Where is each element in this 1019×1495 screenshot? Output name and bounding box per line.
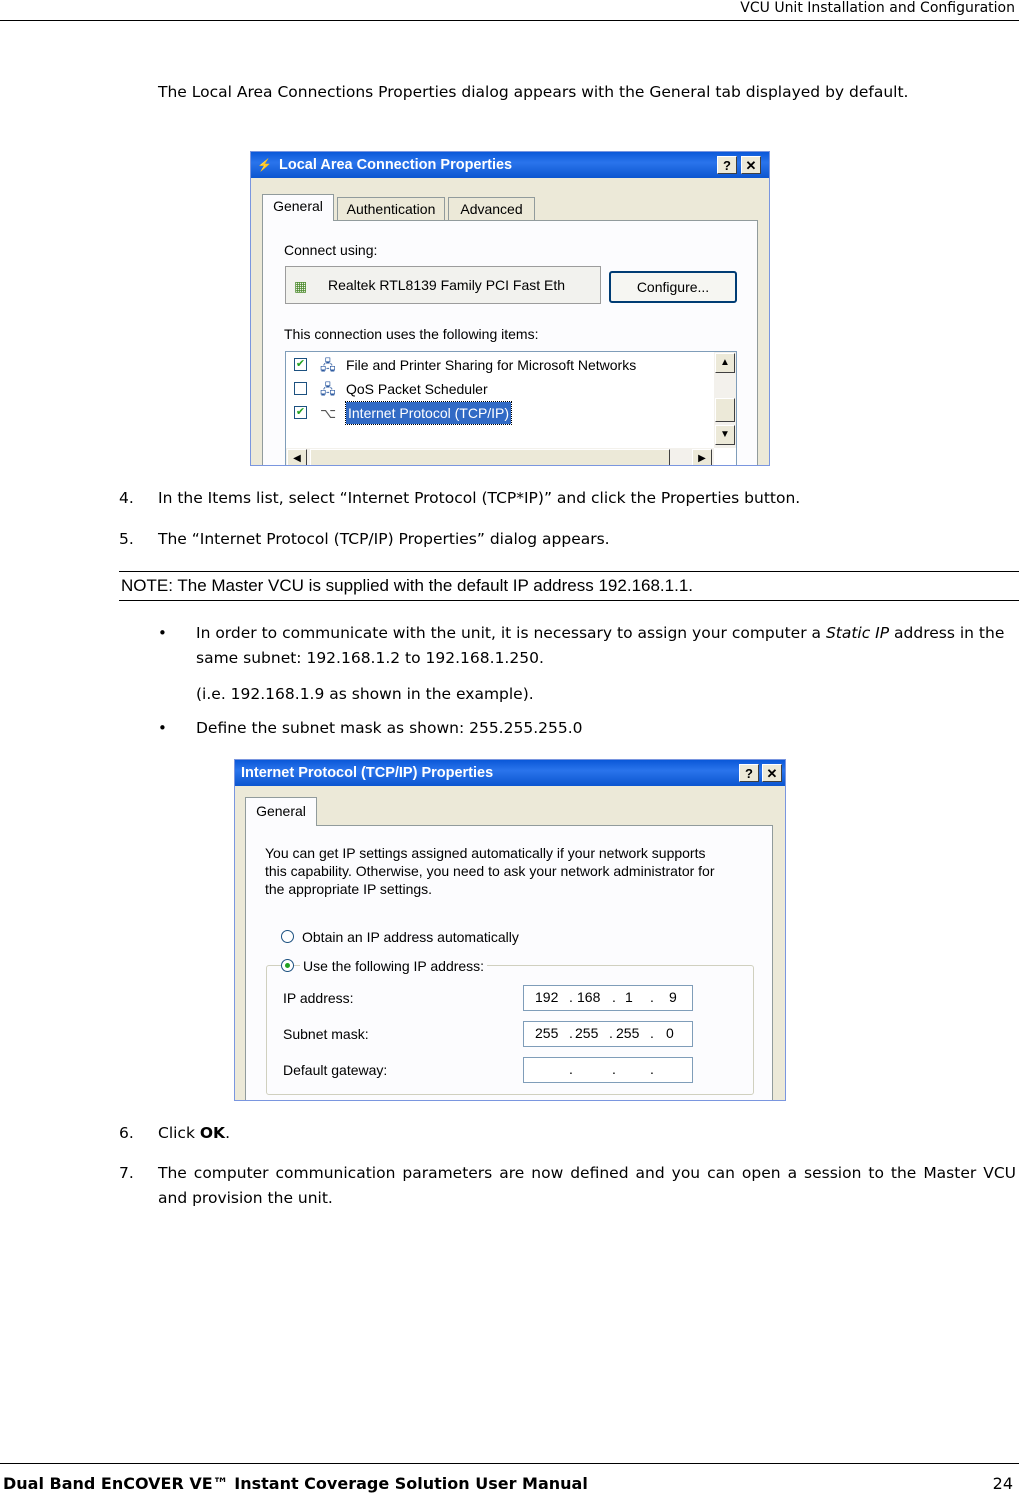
subnet-mask-input[interactable]	[523, 1021, 693, 1047]
page-footer	[0, 1463, 1019, 1495]
ip-octet: 1	[625, 989, 633, 1005]
mask-dot: .	[609, 1025, 613, 1041]
step-number: 6.	[119, 1124, 134, 1142]
ok-emphasis: OK	[199, 1124, 226, 1142]
item-checkbox[interactable]: ✔	[295, 358, 306, 370]
step-text-post: .	[225, 1124, 230, 1142]
scroll-left-icon[interactable]: ◀	[287, 449, 307, 466]
ip-dot: .	[612, 989, 616, 1005]
item-checkbox[interactable]	[294, 382, 307, 395]
page-number: 24	[992, 1474, 1013, 1493]
mask-dot: .	[650, 1025, 654, 1041]
ip-address-label: IP address:	[283, 990, 354, 1006]
bullet-subtext: (i.e. 192.168.1.9 as shown in the example).	[196, 685, 534, 703]
subnet-mask-label: Subnet mask:	[283, 1026, 369, 1042]
bullet-text-pre: In order to communicate with the unit, it is necessary to assign your computer a	[196, 624, 826, 642]
note-box: NOTE: The Master VCU is supplied with the default IP address 192.168.1.1.	[119, 571, 1019, 601]
info-text-line: this capability. Otherwise, you need to ask your network administrator for	[265, 863, 715, 879]
lan-properties-dialog	[250, 151, 770, 466]
list-item[interactable]	[290, 402, 710, 424]
step-text: In the Items list, select “Internet Protocol (TCP*IP)” and click the Properties button.	[158, 489, 801, 507]
scroll-h-thumb[interactable]	[310, 449, 670, 466]
info-text-line: You can get IP settings assigned automatically if your network supports	[265, 845, 706, 861]
tab-authentication[interactable]: Authentication	[337, 197, 445, 221]
header-title: VCU Unit Installation and Configuration	[740, 0, 1015, 16]
ip-dot: .	[569, 989, 573, 1005]
mask-octet: 0	[666, 1025, 674, 1041]
dialog-title: Local Area Connection Properties	[279, 157, 513, 173]
help-button[interactable]: ?	[717, 156, 737, 174]
adapter-name: Realtek RTL8139 Family PCI Fast Eth	[328, 277, 566, 293]
network-share-icon: 🖧	[320, 357, 336, 373]
mask-dot: .	[569, 1025, 573, 1041]
tab-general[interactable]: General	[245, 797, 317, 826]
default-gateway-input[interactable]	[523, 1057, 693, 1083]
vertical-scrollbar[interactable]	[714, 352, 736, 448]
mask-octet: 255	[575, 1025, 599, 1041]
step-text: The computer communication parameters are now defined and you can open a session to the Master VCU and provision the unit.	[158, 1164, 1016, 1207]
dialog-titlebar	[251, 152, 769, 178]
ip-dot: .	[650, 989, 654, 1005]
step-text: The “Internet Protocol (TCP/IP) Properties” dialog appears.	[158, 530, 610, 548]
radio-use-following[interactable]	[281, 959, 294, 972]
intro-paragraph: The Local Area Connections Properties dialog appears with the General tab displayed by default.	[158, 83, 909, 101]
default-gateway-label: Default gateway:	[283, 1062, 388, 1078]
step-number: 4.	[119, 489, 134, 507]
gateway-dot: .	[612, 1061, 616, 1077]
connect-using-label: Connect using:	[284, 242, 378, 258]
items-list[interactable]	[285, 351, 737, 466]
items-label: This connection uses the following items:	[284, 326, 539, 342]
general-tab-panel	[262, 220, 758, 466]
ip-address-input[interactable]	[523, 985, 693, 1011]
qos-icon: 🖧	[320, 381, 336, 397]
mask-octet: 255	[535, 1025, 559, 1041]
gateway-dot: .	[569, 1061, 573, 1077]
radio-manual-label: Use the following IP address:	[300, 957, 487, 975]
static-ip-emphasis: Static IP	[825, 624, 890, 642]
nic-icon: ▦	[294, 278, 308, 294]
ip-octet: 192	[535, 989, 559, 1005]
dialog-title: Internet Protocol (TCP/IP) Properties	[241, 765, 494, 781]
dialog-titlebar	[235, 760, 785, 786]
scroll-down-icon[interactable]: ▼	[715, 425, 735, 445]
tab-general[interactable]: General	[262, 194, 334, 221]
radio-auto-label: Obtain an IP address automatically	[302, 929, 519, 945]
scroll-right-icon[interactable]: ▶	[692, 449, 712, 466]
item-label: QoS Packet Scheduler	[346, 381, 488, 397]
list-item[interactable]	[290, 354, 710, 376]
bullet-icon: •	[158, 719, 167, 737]
configure-button[interactable]	[609, 271, 737, 303]
gateway-dot: .	[650, 1061, 654, 1077]
configure-label: Configure...	[636, 279, 710, 295]
step-number: 7.	[119, 1164, 134, 1182]
footer-title: Dual Band EnCOVER VE™ Instant Coverage Solution User Manual	[3, 1474, 588, 1493]
scroll-thumb[interactable]	[715, 398, 735, 422]
bullet-text	[196, 621, 1006, 671]
item-label-selected: Internet Protocol (TCP/IP)	[346, 402, 511, 424]
ip-octet: 168	[577, 989, 601, 1005]
ip-octet: 9	[669, 989, 677, 1005]
bullet-icon: •	[158, 624, 167, 642]
step-text-pre: Click	[158, 1124, 200, 1142]
tcpip-properties-dialog	[234, 759, 786, 1101]
adapter-field	[285, 266, 601, 304]
item-checkbox[interactable]: ✔	[295, 406, 306, 418]
step-text	[158, 1121, 1016, 1146]
mask-octet: 255	[616, 1025, 640, 1041]
item-label: File and Printer Sharing for Microsoft Networks	[346, 357, 637, 373]
bullet-text-post: address in the same subnet: 192.168.1.2 to 192.168.1.250.	[196, 624, 1005, 667]
step-number: 5.	[119, 530, 134, 548]
general-tab-panel	[245, 825, 773, 1101]
protocol-icon: ⌥	[320, 405, 337, 421]
scroll-up-icon[interactable]: ▲	[715, 353, 735, 373]
list-item[interactable]	[290, 378, 710, 400]
tab-advanced[interactable]: Advanced	[448, 197, 535, 221]
info-text-line: the appropriate IP settings.	[265, 881, 433, 897]
horizontal-scrollbar[interactable]	[286, 448, 714, 466]
radio-obtain-automatically[interactable]	[281, 930, 294, 943]
close-button[interactable]: ✕	[741, 156, 761, 174]
close-button[interactable]: ✕	[762, 764, 782, 782]
page-header	[0, 0, 1019, 21]
network-icon: ⚡	[257, 158, 272, 172]
bullet-text: Define the subnet mask as shown: 255.255.255.0	[196, 719, 583, 737]
help-button[interactable]: ?	[739, 764, 759, 782]
